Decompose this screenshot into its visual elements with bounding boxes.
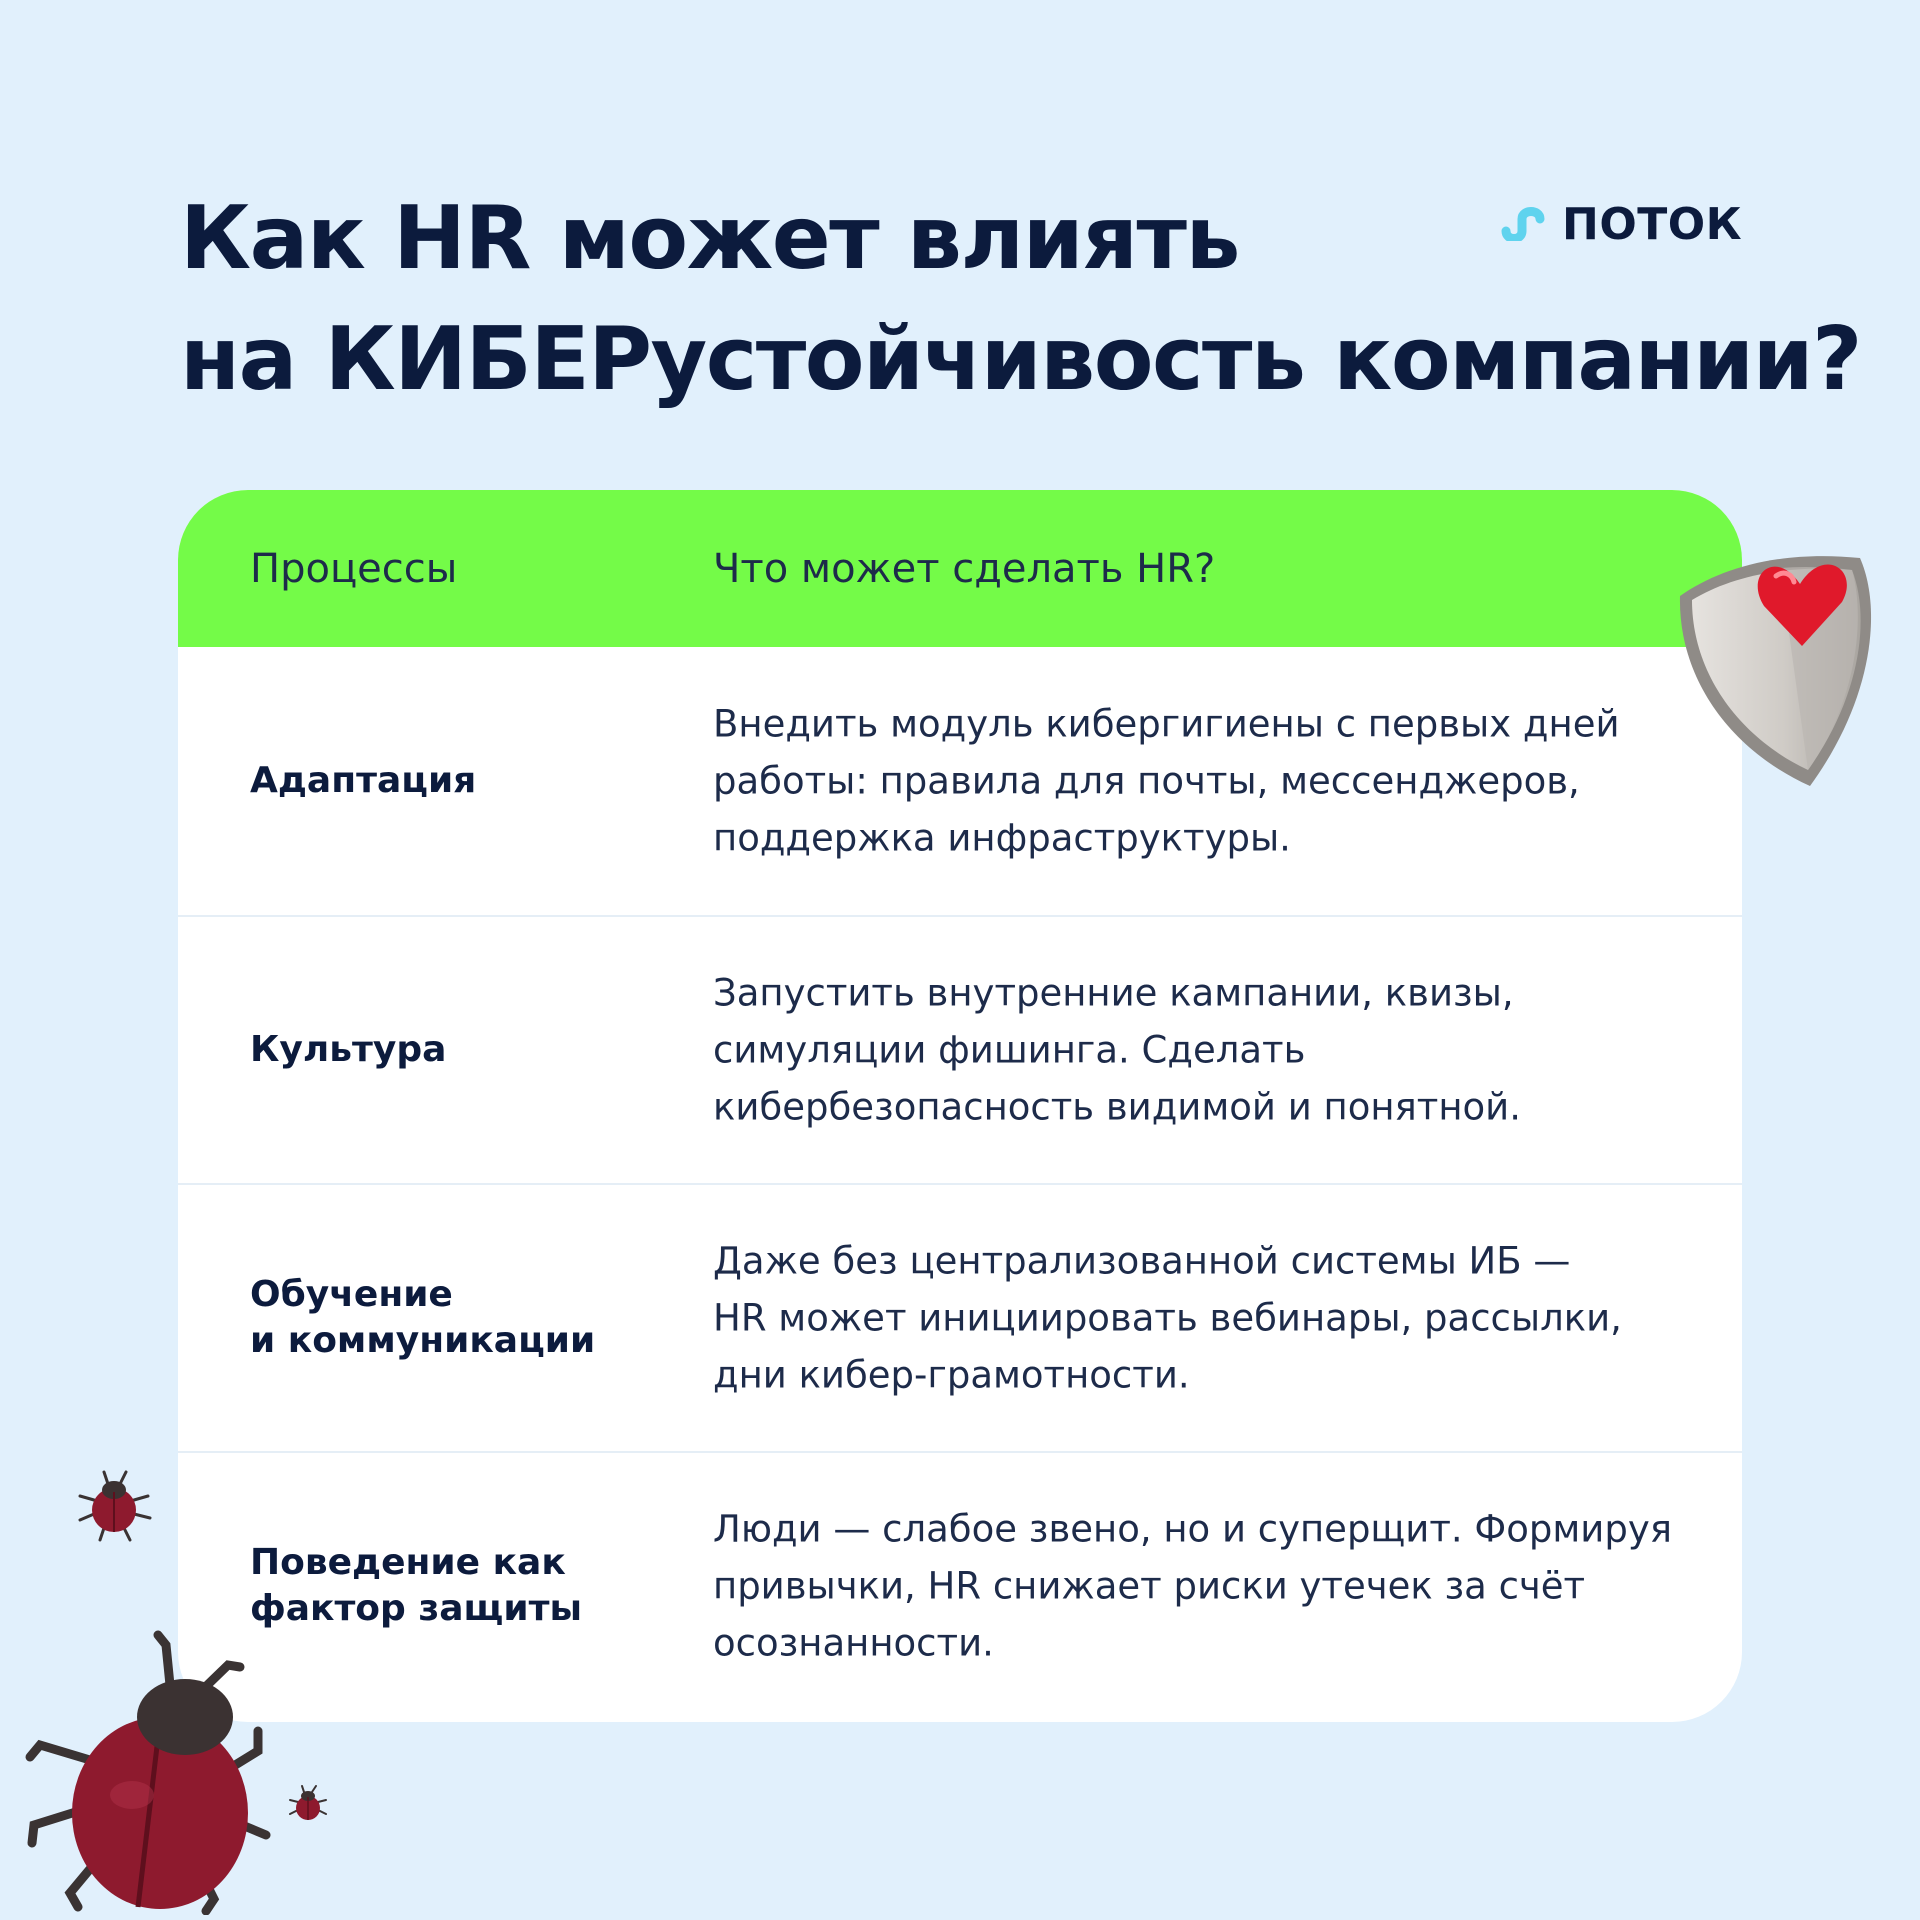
process-cell — [250, 1540, 670, 1632]
table-row — [178, 915, 1742, 1183]
page-title-line-1: Как HR может влиять — [180, 187, 1239, 289]
process-label: Поведение как — [250, 1542, 566, 1583]
action-text-line: привычки, HR снижает риски утечек за счёт — [713, 1564, 1586, 1608]
action-text-line: HR может инициировать вебинары, рассылки, — [713, 1296, 1622, 1340]
process-cell — [250, 758, 670, 804]
action-text-line: Запустить внутренние кампании, квизы, — [713, 971, 1514, 1015]
action-text-line: симуляции фишинга. Сделать — [713, 1028, 1306, 1072]
action-text-line: Даже без централизованной системы ИБ — — [713, 1239, 1571, 1283]
action-cell — [713, 1233, 1713, 1404]
action-cell — [713, 1501, 1713, 1672]
shield-with-heart-icon — [1660, 488, 1890, 798]
column-header-what-hr-can-do: Что может сделать HR? — [713, 545, 1216, 592]
column-header-processes: Процессы — [250, 545, 458, 592]
ladybug-icon — [286, 1782, 330, 1826]
brand-logo — [1500, 198, 1742, 250]
action-text-line: кибербезопасность видимой и понятной. — [713, 1085, 1521, 1129]
page-title-line-2: на КИБЕРустойчивость компании? — [180, 308, 1862, 410]
action-text-line: дни кибер-грамотности. — [713, 1353, 1190, 1397]
process-label: и коммуникации — [250, 1320, 596, 1361]
process-label: фактор защиты — [250, 1588, 582, 1629]
action-cell — [713, 965, 1713, 1136]
action-text-line: поддержка инфраструктуры. — [713, 816, 1291, 860]
table-row — [178, 647, 1742, 915]
hr-processes-table — [178, 490, 1742, 1722]
ladybug-icon — [20, 1625, 280, 1915]
process-cell — [250, 1027, 670, 1073]
action-text-line: Внедить модуль кибергигиены с первых дней — [713, 702, 1620, 746]
table-row — [178, 1451, 1742, 1719]
process-label: Обучение — [250, 1274, 453, 1315]
action-text-line: Люди — слабое звено, но и суперщит. Формируя — [713, 1507, 1672, 1551]
table-row — [178, 1183, 1742, 1451]
process-cell — [250, 1272, 670, 1364]
action-text-line: осознанности. — [713, 1621, 994, 1665]
brand-logo-text: ПОТОК — [1562, 198, 1743, 250]
ladybug-icon — [74, 1466, 154, 1544]
process-label: Культура — [250, 1029, 447, 1070]
action-text-line: работы: правила для почты, мессенджеров, — [713, 759, 1580, 803]
table-header — [178, 490, 1742, 647]
wave-logo-icon — [1500, 207, 1550, 241]
action-cell — [713, 696, 1713, 867]
process-label: Адаптация — [250, 760, 477, 801]
